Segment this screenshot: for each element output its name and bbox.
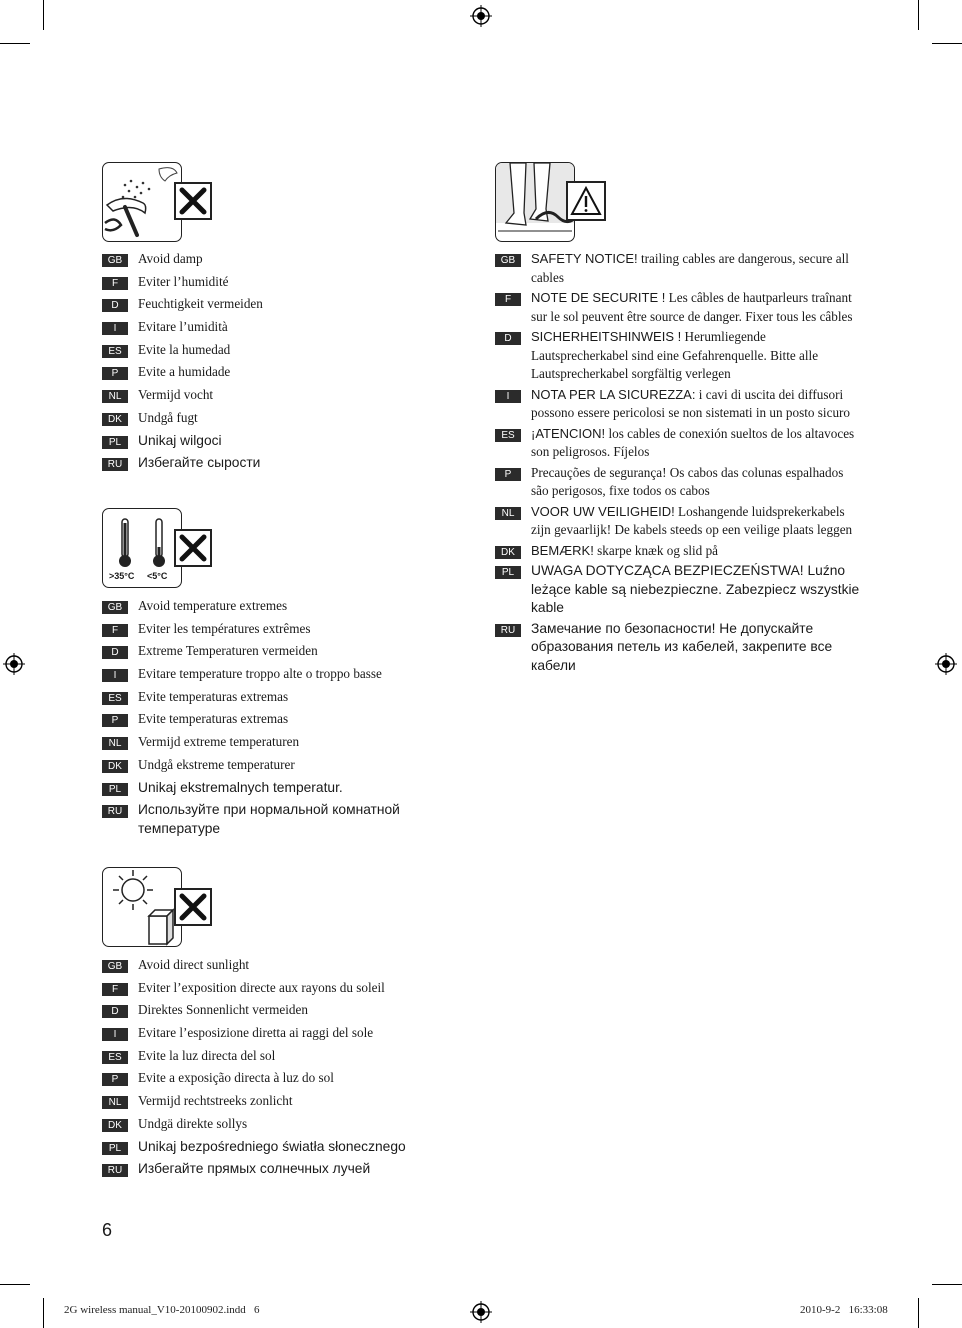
language-list [102,597,442,838]
list-item: F Eviter l’exposition directe aux rayons du soleil [102,979,442,1002]
language-badge: PL [102,1142,128,1155]
language-badge: RU [102,458,128,471]
language-badge: GB [102,960,128,973]
list-item: DK Undgå fugt [102,409,442,432]
page-number: 6 [102,1220,113,1240]
language-list [102,250,442,477]
crop-mark [932,1284,962,1285]
list-item: GB Avoid temperature extremes [102,597,442,620]
language-list [495,250,861,675]
registration-mark-icon [935,653,957,675]
footer-timestamp: 2010-9-2 16:33:08 [800,1304,888,1316]
list-item: I Evitare l’esposizione diretta ai raggi del sole [102,1024,442,1047]
trailing-cable-icon [495,162,575,242]
language-badge: RU [102,805,128,818]
language-badge: GB [495,254,521,267]
language-badge: P [102,1073,128,1086]
list-item: GB Avoid damp [102,250,442,273]
language-badge: P [102,714,128,727]
language-badge: D [102,646,128,659]
language-badge: DK [102,760,128,773]
list-item: I Evitare l’umidità [102,318,442,341]
language-badge: ES [495,429,521,442]
list-item: PL Unikaj bezpośredniego światła słonecznego [102,1138,442,1161]
list-item: ES ¡ATENCION! los cables de conexión sueltos de los altavoces son peligrosos. Fíjelos [495,425,861,462]
language-badge: P [495,468,521,481]
list-item: NL Vermijd rechtstreeks zonlicht [102,1092,442,1115]
list-item: F Eviter l’humidité [102,273,442,296]
list-item: NL Vermijd extreme temperaturen [102,733,442,756]
language-badge: I [102,1028,128,1041]
language-badge: P [102,367,128,380]
list-item: DK Undgä direkte sollys [102,1115,442,1138]
list-item: P Evite temperaturas extremas [102,710,442,733]
list-item: F Eviter les températures extrêmes [102,620,442,643]
crop-mark [43,0,44,30]
thermometer-icon [102,508,182,588]
list-item: PL Unikaj wilgoci [102,432,442,455]
list-item: D Direktes Sonnenlicht vermeiden [102,1001,442,1024]
cold-temperature-label: <5°C [147,571,168,581]
language-badge: RU [495,624,521,637]
language-list [102,956,442,1183]
language-badge: NL [102,390,128,403]
language-badge: NL [495,507,521,520]
list-item: RU Используйте при нормальной комнатной температуре [102,801,442,838]
crop-mark [932,43,962,44]
crop-mark [0,1284,30,1285]
registration-mark-icon [470,5,492,27]
language-badge: F [102,624,128,637]
x-mark-icon [174,529,212,567]
crop-mark [918,0,919,30]
x-mark-icon [174,888,212,926]
language-badge: F [102,983,128,996]
rain-umbrella-icon [102,162,182,242]
list-item: I Evitare temperature troppo alte o troppo basse [102,665,442,688]
language-badge: I [102,669,128,682]
list-item: P Precauções de segurança! Os cabos das colunas espalhados são perigosos, fixe todos os cabos [495,464,861,501]
list-item: F NOTE DE SECURITE ! Les câbles de hautparleurs traînant sur le sol peuvent être source de danger. Fixer tous les câbles [495,289,861,326]
language-badge: PL [102,436,128,449]
list-item: D Extreme Temperaturen vermeiden [102,642,442,665]
language-badge: DK [495,546,521,559]
language-badge: D [102,1005,128,1018]
list-item: NL Vermijd vocht [102,386,442,409]
list-item: NL VOOR UW VEILIGHEID! Loshangende luidsprekerkabels zijn gevaarlijk! De kabels steeds op een veilige plaats leggen [495,503,861,540]
list-item: RU Избегайте сырости [102,454,442,477]
hot-temperature-label: >35°C [109,571,135,581]
list-item: ES Evite la humedad [102,341,442,364]
list-item: P Evite a humidade [102,363,442,386]
registration-mark-icon [470,1301,492,1323]
list-item: DK Undgå ekstreme temperaturer [102,756,442,779]
list-item: RU Избегайте прямых солнечных лучей [102,1160,442,1183]
language-badge: RU [102,1164,128,1177]
list-item: ES Evite la luz directa del sol [102,1047,442,1070]
list-item: P Evite a exposição directa à luz do sol [102,1069,442,1092]
language-badge: I [102,322,128,335]
list-item: DK BEMÆRK! skarpe knæk og slid på [495,542,861,561]
footer-file-name: 2G wireless manual_V10-20100902.indd 6 [64,1304,260,1316]
language-badge: PL [102,783,128,796]
crop-mark [43,1298,44,1328]
list-item: GB SAFETY NOTICE! trailing cables are dangerous, secure all cables [495,250,861,287]
list-item: I NOTA PER LA SICUREZZA: i cavi di uscita dei diffusori possono essere pericolosi se non sistemati in un posto sicuro [495,386,861,423]
list-item: D SICHERHEITSHINWEIS ! Herumliegende Lautsprecherkabel sind eine Gefahrenquelle. Bitte alle Lautsprecherkabel sorgfältig verlegen [495,328,861,384]
crop-mark [0,43,30,44]
crop-mark [918,1298,919,1328]
language-badge: GB [102,254,128,267]
language-badge: D [495,332,521,345]
language-badge: ES [102,692,128,705]
language-badge: ES [102,345,128,358]
language-badge: GB [102,601,128,614]
language-badge: DK [102,1119,128,1132]
x-mark-icon [174,182,212,220]
language-badge: F [102,277,128,290]
list-item: RU Замечание по безопасности! Не допускайте образования петель из кабелей, закрепите все кабели [495,620,861,676]
list-item: ES Evite temperaturas extremas [102,688,442,711]
warning-triangle-icon [566,181,606,221]
list-item: PL Unikaj ekstremalnych temperatur. [102,779,442,802]
language-badge: F [495,293,521,306]
language-badge: I [495,390,521,403]
language-badge: DK [102,413,128,426]
language-badge: NL [102,737,128,750]
list-item: GB Avoid direct sunlight [102,956,442,979]
language-badge: ES [102,1051,128,1064]
language-badge: D [102,299,128,312]
language-badge: NL [102,1096,128,1109]
sun-icon [102,867,182,947]
registration-mark-icon [3,653,25,675]
list-item: PL UWAGA DOTYCZĄCA BEZPIECZEŃSTWA! Luźno leżące kable są niebezpieczne. Zabezpiecz wszystkie kable [495,562,861,618]
language-badge: PL [495,566,521,579]
list-item: D Feuchtigkeit vermeiden [102,295,442,318]
